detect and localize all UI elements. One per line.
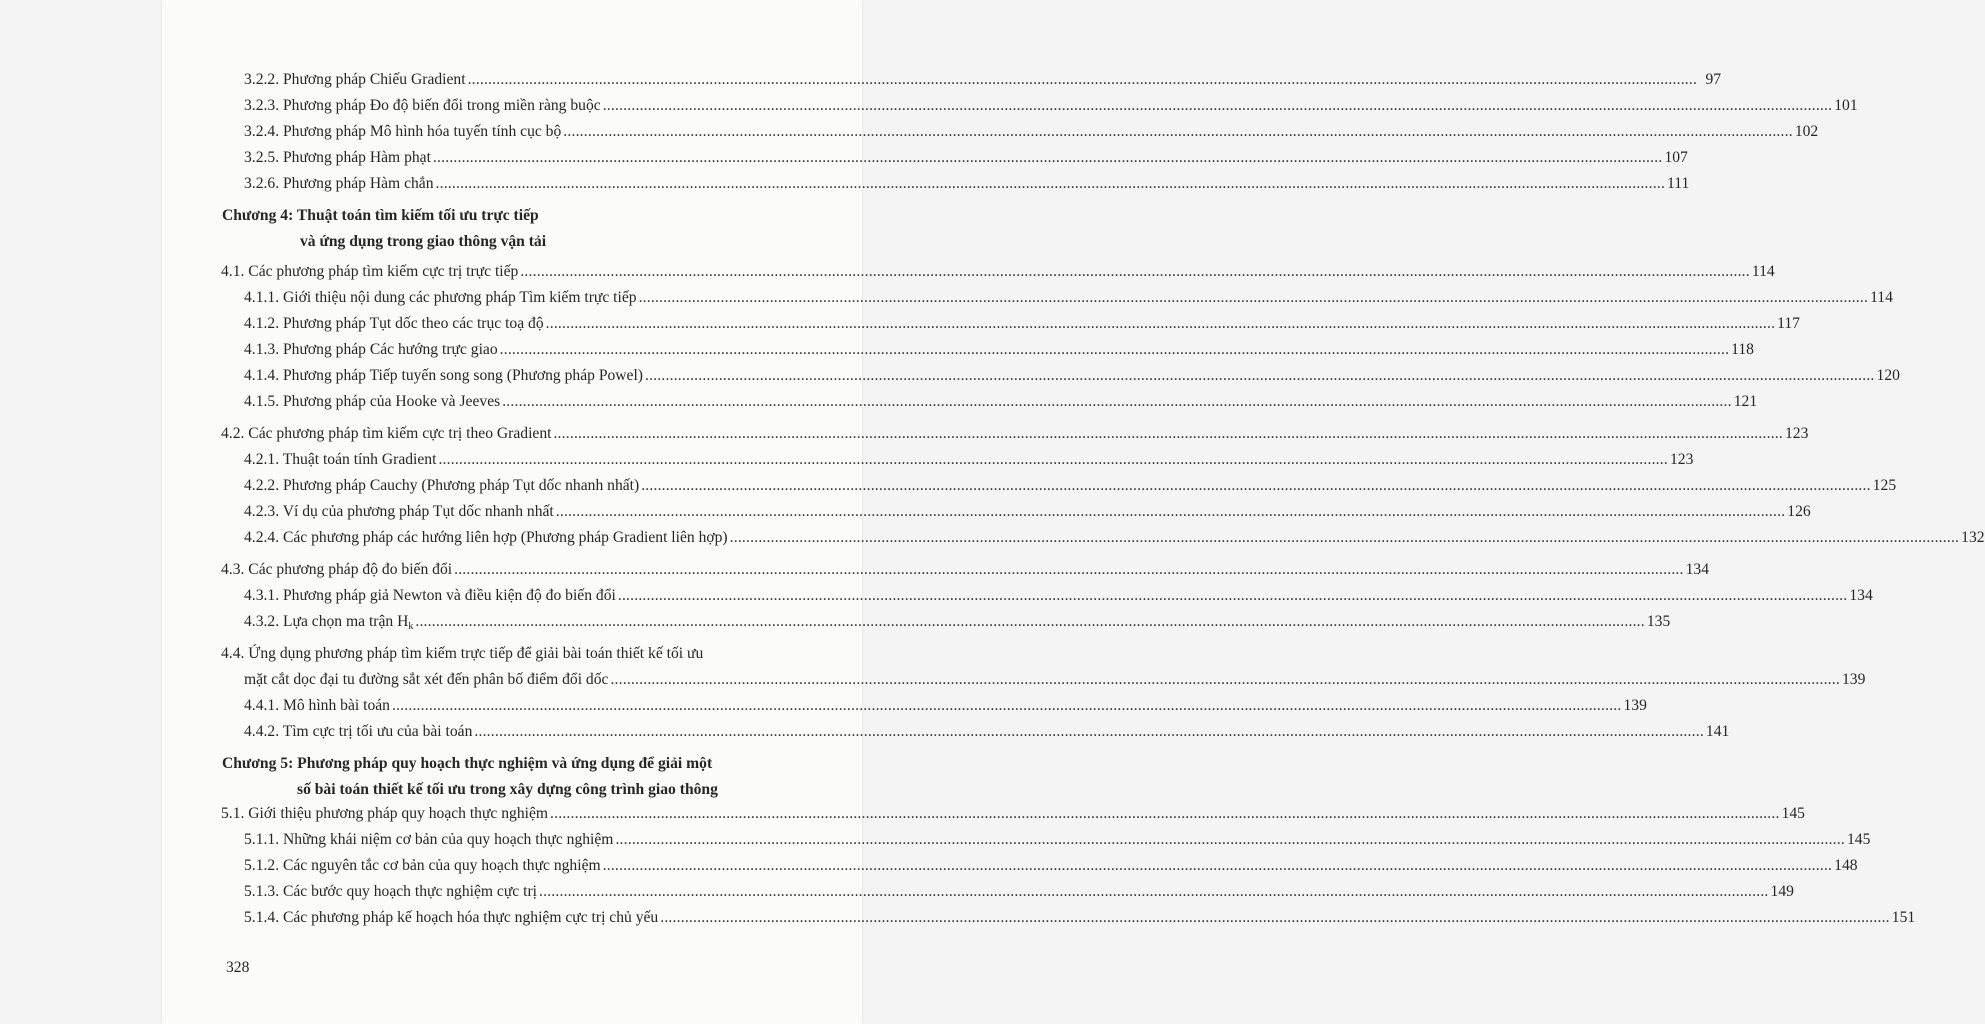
toc-entry[interactable] <box>244 314 1800 334</box>
dot-leader: ............................................................................................................................................................................................................................................................................................................ <box>545 315 1776 332</box>
dot-leader: ............................................................................................................................................................................................................................................................................................................ <box>553 425 1783 442</box>
toc-entry-title: 4.2. Các phương pháp tìm kiếm cực trị theo Gradient <box>221 425 552 442</box>
toc-entry-title: 4.1.3. Phương pháp Các hướng trực giao <box>244 341 498 358</box>
toc-entry-label <box>244 476 639 496</box>
toc-entry-title: 5.1.1. Những khái niệm cơ bản của quy hoạch thực nghiệm <box>244 831 614 848</box>
toc-entry-page-number: 102 <box>1794 123 1819 140</box>
toc-entry-label <box>244 70 466 90</box>
toc-entry-page-number: 114 <box>1870 289 1893 306</box>
toc-entry[interactable] <box>244 856 1858 876</box>
toc-entry-page-number: 134 <box>1685 561 1710 578</box>
dot-leader: ............................................................................................................................................................................................................................................................................................................ <box>520 263 1750 280</box>
toc-entry-label <box>221 262 518 282</box>
toc-entry-label <box>244 450 436 470</box>
toc-entry-title: 4.2.2. Phương pháp Cauchy (Phương pháp Tụt dốc nhanh nhất) <box>244 477 640 494</box>
toc-entry-label <box>221 644 703 664</box>
toc-entry-label <box>244 96 601 116</box>
toc-entry-title: 3.2.6. Phương pháp Hàm chắn <box>244 175 434 192</box>
toc-entry-label <box>244 340 498 360</box>
toc-entry-title: 5.1.4. Các phương pháp kế hoạch hóa thực nghiệm cực trị chủ yếu <box>244 909 659 926</box>
toc-entry-label <box>221 424 551 444</box>
toc-entry-label <box>244 288 637 308</box>
dot-leader: ............................................................................................................................................................................................................................................................................................................ <box>602 97 1833 114</box>
toc-entry[interactable] <box>244 502 1811 522</box>
dot-leader: ............................................................................................................................................................................................................................................................................................................ <box>432 149 1663 166</box>
toc-entry[interactable] <box>221 804 1805 824</box>
toc-entry-label <box>244 612 413 632</box>
dot-leader: ............................................................................................................................................................................................................................................................................................................ <box>435 175 1666 192</box>
toc-entry-title: 3.2.2. Phương pháp Chiếu Gradient <box>244 71 466 88</box>
toc-entry-label <box>221 560 452 580</box>
chapter-heading-line-2: và ứng dụng trong giao thông vận tải <box>300 233 547 250</box>
toc-entry[interactable] <box>221 644 816 664</box>
toc-entry-label <box>244 392 500 412</box>
toc-entry-label <box>244 366 643 386</box>
toc-entry[interactable] <box>244 70 1722 90</box>
dot-leader: ............................................................................................................................................................................................................................................................................................................ <box>610 671 1840 688</box>
toc-entry-page-number: 132 <box>1961 529 1985 546</box>
toc-entry-page-number: 148 <box>1834 857 1858 874</box>
toc-entry-page-number: 101 <box>1834 97 1858 114</box>
toc-entry-label <box>244 174 434 194</box>
toc-entry-label <box>244 830 613 850</box>
toc-entry-page-number: 151 <box>1891 909 1916 926</box>
toc-entry-label <box>244 696 390 716</box>
dot-leader: ............................................................................................................................................................................................................................................................................................................ <box>438 451 1668 468</box>
toc-entry[interactable] <box>244 174 1690 194</box>
toc-entry-title: 4.1.5. Phương pháp của Hooke và Jeeves <box>244 393 501 410</box>
dot-leader: ............................................................................................................................................................................................................................................................................................................ <box>729 529 1960 546</box>
toc-entry-label <box>244 122 561 142</box>
toc-entry-title: 5.1. Giới thiệu phương pháp quy hoạch thực nghiệm <box>221 805 549 822</box>
toc-entry-title: 4.4. Ứng dụng phương pháp tìm kiếm trực tiếp để giải bài toán thiết kế tối ưu <box>221 645 704 662</box>
toc-entry-title: 4.4.1. Mô hình bài toán <box>244 697 390 714</box>
toc-entry-page-number: 141 <box>1705 723 1730 740</box>
toc-entry[interactable] <box>221 262 1775 282</box>
dot-leader: ............................................................................................................................................................................................................................................................................................................ <box>555 503 1786 520</box>
toc-entry-title: 4.2.3. Ví dụ của phương pháp Tụt dốc nhanh nhất <box>244 503 554 520</box>
toc-entry[interactable] <box>244 450 1694 470</box>
toc-entry[interactable] <box>244 392 1758 412</box>
toc-entry-title: 4.2.4. Các phương pháp các hướng liên hợp (Phương pháp Gradient liên hợp) <box>244 529 728 546</box>
toc-entry-label <box>244 148 431 168</box>
dot-leader: ............................................................................................................................................................................................................................................................................................................ <box>638 289 1869 306</box>
toc-entry-title: 3.2.3. Phương pháp Đo độ biến đổi trong miền ràng buộc <box>244 97 601 114</box>
toc-entry-title: 4.1.4. Phương pháp Tiếp tuyến song song (Phương pháp Powel) <box>244 367 643 384</box>
toc-entry[interactable] <box>244 340 1754 360</box>
toc-entry-label <box>244 502 554 522</box>
page-number: 328 <box>226 959 250 976</box>
dot-leader: ............................................................................................................................................................................................................................................................................................................ <box>645 367 1875 384</box>
dot-leader: ............................................................................................................................................................................................................................................................................................................ <box>415 613 1645 630</box>
toc-entry-page-number: 107 <box>1664 149 1688 166</box>
toc-entry-page-number: 118 <box>1731 341 1754 358</box>
dot-leader: ............................................................................................................................................................................................................................................................................................................ <box>617 587 1848 604</box>
toc-entry-page-number: 120 <box>1876 367 1900 384</box>
toc-entry-page-number: 117 <box>1777 315 1800 332</box>
dot-leader: ............................................................................................................................................................................................................................................................................................................ <box>391 697 1622 714</box>
toc-entry-title: 4.3.1. Phương pháp giả Newton và điều kiện độ đo biến đổi <box>244 587 616 604</box>
toc-entry[interactable] <box>244 96 1858 116</box>
toc-entry-page-number: 123 <box>1784 425 1809 442</box>
toc-entry-page-number: 134 <box>1849 587 1873 604</box>
toc-entry[interactable] <box>244 586 1873 606</box>
toc-entry-title: 4.1.2. Phương pháp Tụt dốc theo các trục toạ độ <box>244 315 544 332</box>
dot-leader: ............................................................................................................................................................................................................................................................................................................ <box>502 393 1732 410</box>
toc-entry[interactable] <box>244 122 1819 142</box>
toc-entry-page-number: 111 <box>1667 175 1690 192</box>
toc-entry-page-number: 126 <box>1787 503 1811 520</box>
toc-entry[interactable] <box>244 612 1671 632</box>
dot-leader: ............................................................................................................................................................................................................................................................................................................ <box>499 341 1730 358</box>
toc-entry-page-number: 114 <box>1751 263 1775 280</box>
toc-entry[interactable] <box>244 670 1866 690</box>
dot-leader: ............................................................................................................................................................................................................................................................................................................ <box>602 857 1833 874</box>
toc-entry[interactable] <box>244 908 1916 928</box>
toc-entry-page-number: 145 <box>1846 831 1871 848</box>
toc-entry-label <box>244 586 616 606</box>
toc-entry-label <box>244 670 608 690</box>
toc-entry[interactable] <box>221 424 1809 444</box>
toc-entry-title: 3.2.4. Phương pháp Mô hình hóa tuyến tính cục bộ <box>244 123 562 140</box>
toc-entry-label <box>244 856 601 876</box>
toc-entry-page-number: 123 <box>1669 451 1694 468</box>
toc-entry-page-number: 97 <box>1705 71 1722 88</box>
toc-entry-title: 5.1.2. Các nguyên tắc cơ bản của quy hoạch thực nghiệm <box>244 857 601 874</box>
toc-entry-page-number: 145 <box>1781 805 1805 822</box>
toc-entry-label <box>244 314 544 334</box>
dot-leader: ............................................................................................................................................................................................................................................................................................................ <box>474 723 1704 740</box>
toc-entry-page-number: 125 <box>1872 477 1897 494</box>
toc-entry-subscript: k <box>408 621 414 632</box>
toc-entry[interactable] <box>244 696 1647 716</box>
dot-leader: ............................................................................................................................................................................................................................................................................................................ <box>550 805 1780 822</box>
toc-entry[interactable] <box>244 476 1897 496</box>
dot-leader: ............................................................................................................................................................................................................................................................................................................ <box>467 71 1698 88</box>
toc-entry-page-number: 121 <box>1733 393 1758 410</box>
toc-entry-label <box>244 882 537 902</box>
dot-leader: ............................................................................................................................................................................................................................................................................................................ <box>563 123 1793 140</box>
dot-leader: ............................................................................................................................................................................................................................................................................................................ <box>641 477 1871 494</box>
toc-entry-label <box>244 528 728 548</box>
toc-entry[interactable] <box>244 366 1900 386</box>
toc-entry-page-number: 139 <box>1623 697 1647 714</box>
dot-leader: ............................................................................................................................................................................................................................................................................................................ <box>538 883 1769 900</box>
toc-entry-title: 4.2.1. Thuật toán tính Gradient <box>244 451 437 468</box>
chapter-heading-line-1: Chương 4: Thuật toán tìm kiếm tối ưu trực tiếp <box>222 207 539 224</box>
toc-entry-label <box>244 908 658 928</box>
dot-leader: ............................................................................................................................................................................................................................................................................................................ <box>454 561 1684 578</box>
toc-entry-title: 4.1.1. Giới thiệu nội dung các phương pháp Tìm kiếm trực tiếp <box>244 289 637 306</box>
toc-entry-title: 3.2.5. Phương pháp Hàm phạt <box>244 149 431 166</box>
toc-entry[interactable] <box>244 830 1871 850</box>
toc-entry-title: 5.1.3. Các bước quy hoạch thực nghiệm cực trị <box>244 883 537 900</box>
toc-entry-title: 4.3. Các phương pháp độ đo biến đổi <box>221 561 453 578</box>
toc-entry-label <box>244 722 472 742</box>
chapter-heading-line-1: Chương 5: Phương pháp quy hoạch thực nghiệm và ứng dụng để giải một <box>222 755 713 772</box>
toc-entry-title: 4.3.2. Lựa chọn ma trận H <box>244 613 409 630</box>
toc-entry-title: mặt cắt dọc đại tu đường sắt xét đến phân bố điểm đổi dốc <box>244 671 609 688</box>
toc-entry-title: 4.1. Các phương pháp tìm kiếm cực trị trực tiếp <box>221 263 519 280</box>
dot-leader: ............................................................................................................................................................................................................................................................................................................ <box>660 909 1890 926</box>
chapter-heading-line-2: số bài toán thiết kế tối ưu trong xây dựng công trình giao thông <box>297 781 718 798</box>
toc-entry[interactable] <box>244 528 1985 548</box>
toc-entry-title: 4.4.2. Tìm cực trị tối ưu của bài toán <box>244 723 473 740</box>
toc-entry-page-number: 135 <box>1646 613 1671 630</box>
toc-entry[interactable] <box>221 560 1710 580</box>
toc-entry-page-number: 139 <box>1841 671 1866 688</box>
toc-entry-page-number: 149 <box>1770 883 1794 900</box>
toc-entry[interactable] <box>244 882 1794 902</box>
toc-entry[interactable] <box>244 288 1893 308</box>
toc-entry[interactable] <box>244 722 1730 742</box>
dot-leader: ............................................................................................................................................................................................................................................................................................................ <box>615 831 1845 848</box>
toc-entry[interactable] <box>244 148 1688 168</box>
toc-entry-label <box>221 804 548 824</box>
